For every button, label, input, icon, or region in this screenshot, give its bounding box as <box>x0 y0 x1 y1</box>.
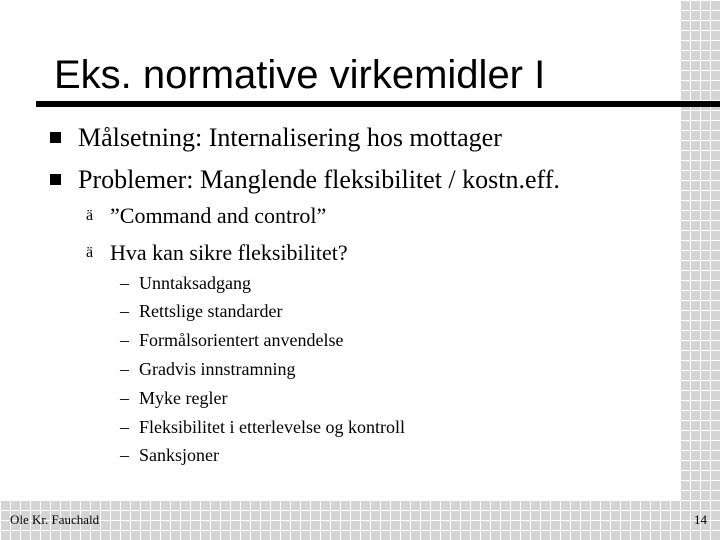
sub-sub-bullet-item: Formålsorientert anvendelse <box>139 330 344 350</box>
sub-sub-bullet-item: Rettslige standarder <box>139 301 283 321</box>
footer-author: Ole Kr. Fauchald <box>10 512 100 527</box>
sub-sub-bullet-item: Myke regler <box>139 388 228 408</box>
decorative-grid-bottom <box>0 500 720 540</box>
bullet-item: Målsetning: Internalisering hos mottager <box>78 123 502 152</box>
sub-sub-bullet-item: Gradvis innstramning <box>139 359 296 379</box>
dash-bullet-icon: – <box>120 445 129 465</box>
dash-bullet-icon: – <box>120 273 129 293</box>
decorative-grid-right <box>680 0 720 540</box>
dash-bullet-icon: – <box>120 301 129 321</box>
dash-bullet-icon: – <box>120 330 129 350</box>
square-bullet-icon <box>50 174 61 185</box>
sub-sub-bullet-item: Fleksibilitet i etterlevelse og kontroll <box>139 417 405 437</box>
square-bullet-icon <box>50 132 61 143</box>
dash-bullet-icon: – <box>120 388 129 408</box>
bullet-item: Problemer: Manglende fleksibilitet / kostn.eff. <box>78 165 560 194</box>
sub-sub-bullet-item: Sanksjoner <box>139 445 219 465</box>
slide-title: Eks. normative virkemidler I <box>54 53 546 97</box>
arrow-bullet-icon: ä <box>86 207 94 224</box>
sub-bullet-item: ”Command and control” <box>110 203 327 228</box>
sub-bullet-item: Hva kan sikre fleksibilitet? <box>110 240 348 265</box>
arrow-bullet-icon: ä <box>86 244 94 261</box>
title-underline <box>36 101 720 107</box>
dash-bullet-icon: – <box>120 417 129 437</box>
page-number: 14 <box>694 512 707 527</box>
dash-bullet-icon: – <box>120 359 129 379</box>
sub-sub-bullet-item: Unntaksadgang <box>139 273 251 293</box>
